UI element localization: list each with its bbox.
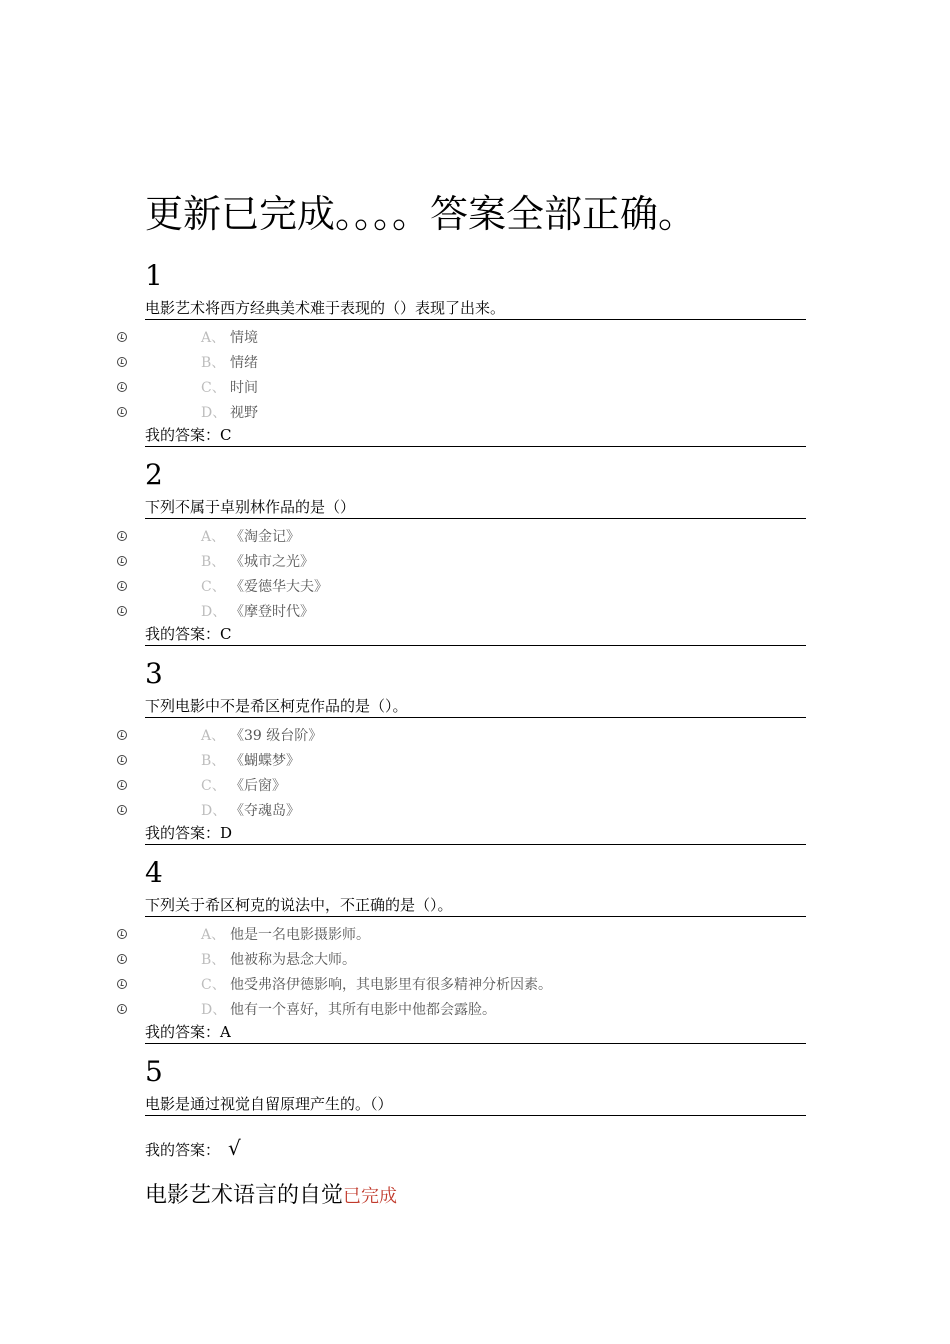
question-text: 电影是通过视觉自留原理产生的。（） [145,1094,806,1116]
option-a[interactable] [0,328,950,350]
option-text: 《城市之光》 [230,554,314,570]
option-text: 视野 [230,405,258,421]
radio-clock-icon[interactable] [117,556,127,566]
answer-label: 我的答案： [145,426,221,444]
radio-clock-icon[interactable] [117,979,127,989]
option-letter: C、 [201,579,226,595]
option-a[interactable] [0,527,950,549]
option-text: 《爱德华大夫》 [230,579,328,595]
option-d[interactable] [0,1000,950,1022]
option-text: 他有一个喜好，其所有电影中他都会露脸。 [230,1002,496,1018]
option-text: 他是一名电影摄影师。 [230,927,370,943]
answer-value: √ [228,1136,241,1160]
radio-clock-icon[interactable] [117,332,127,342]
radio-clock-icon[interactable] [117,606,127,616]
radio-clock-icon[interactable] [117,407,127,417]
answer-label: 我的答案： [145,1023,221,1041]
my-answer [145,624,806,646]
question-number: 1 [145,259,163,292]
option-letter: D、 [201,604,227,620]
question-text: 电影艺术将西方经典美术难于表现的（）表现了出来。 [145,298,806,320]
my-answer [145,823,806,845]
answer-value: A [220,1023,231,1041]
question-text: 下列关于希区柯克的说法中，不正确的是（）。 [145,895,806,917]
question-number: 4 [145,856,163,889]
option-letter: C、 [201,380,226,396]
radio-clock-icon[interactable] [117,780,127,790]
option-text: 他受弗洛伊德影响，其电影里有很多精神分析因素。 [230,977,552,993]
option-c[interactable] [0,776,950,798]
my-answer [145,1136,241,1162]
option-letter: A、 [201,529,226,545]
option-letter: C、 [201,977,226,993]
radio-clock-icon[interactable] [117,382,127,392]
question-text: 下列电影中不是希区柯克作品的是（）。 [145,696,806,718]
option-text: 《摩登时代》 [230,604,314,620]
option-text: 他被称为悬念大师。 [230,952,356,968]
option-letter: B、 [201,753,226,769]
question-number: 3 [145,657,163,690]
question-number: 2 [145,458,163,491]
answer-value: C [220,426,232,444]
option-letter: D、 [201,405,227,421]
radio-clock-icon[interactable] [117,755,127,765]
answer-label: 我的答案： [145,1141,221,1159]
page-title: 更新已完成。。。。答案全部正确。 [145,192,697,236]
option-c[interactable] [0,577,950,599]
option-text: 《夺魂岛》 [230,803,300,819]
option-b[interactable] [0,552,950,574]
option-letter: B、 [201,355,226,371]
option-b[interactable] [0,751,950,773]
radio-clock-icon[interactable] [117,1004,127,1014]
option-c[interactable] [0,975,950,997]
option-letter: B、 [201,554,226,570]
radio-clock-icon[interactable] [117,805,127,815]
section-title-text: 电影艺术语言的自觉 [145,1183,344,1208]
my-answer [145,1022,806,1044]
answer-label: 我的答案： [145,824,221,842]
option-text: 《39 级台阶》 [230,728,323,744]
section-title [145,1180,397,1213]
option-text: 《淘金记》 [230,529,300,545]
radio-clock-icon[interactable] [117,581,127,591]
option-c[interactable] [0,378,950,400]
option-text: 情绪 [230,355,258,371]
answer-value: D [220,824,233,842]
option-text: 《后窗》 [230,778,286,794]
option-b[interactable] [0,950,950,972]
option-a[interactable] [0,726,950,748]
option-text: 《蝴蝶梦》 [230,753,300,769]
answer-value: C [220,625,232,643]
option-text: 情境 [230,330,258,346]
option-b[interactable] [0,353,950,375]
my-answer [145,425,806,447]
section-status: 已完成 [343,1186,398,1207]
option-letter: C、 [201,778,226,794]
option-a[interactable] [0,925,950,947]
option-letter: D、 [201,1002,227,1018]
option-text: 时间 [230,380,258,396]
option-d[interactable] [0,801,950,823]
option-letter: A、 [201,728,226,744]
option-d[interactable] [0,602,950,624]
radio-clock-icon[interactable] [117,357,127,367]
question-number: 5 [145,1055,163,1088]
option-letter: A、 [201,330,226,346]
question-text: 下列不属于卓别林作品的是（） [145,497,806,519]
option-letter: B、 [201,952,226,968]
option-d[interactable] [0,403,950,425]
radio-clock-icon[interactable] [117,531,127,541]
option-letter: A、 [201,927,226,943]
option-letter: D、 [201,803,227,819]
radio-clock-icon[interactable] [117,929,127,939]
radio-clock-icon[interactable] [117,730,127,740]
answer-label: 我的答案： [145,625,221,643]
radio-clock-icon[interactable] [117,954,127,964]
